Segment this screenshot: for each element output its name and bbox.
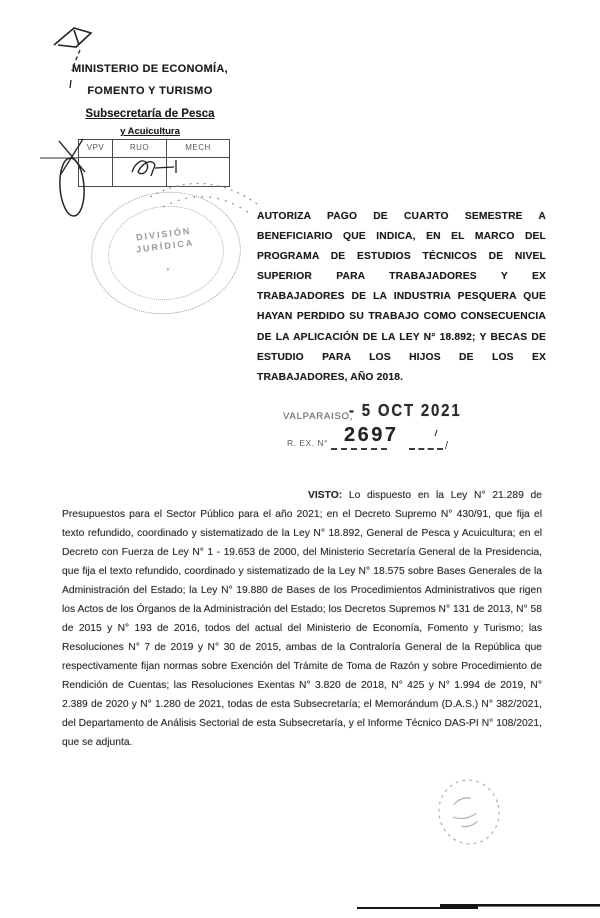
ministry-name-line2: FOMENTO Y TURISMO: [87, 85, 213, 97]
resolution-number-underline-2: [409, 434, 443, 450]
approval-signature-cell: [167, 158, 229, 186]
approval-initials-cell: MECH: [167, 140, 229, 158]
resolution-subject-title: AUTORIZA PAGO DE CUARTO SEMESTRE A BENEFICIARIO QUE INDICA, EN EL MARCO DEL PROGRAMA DE ESTUDIOS TÉCNICOS DE NIVEL SUPERIOR PARA TRABAJADORES Y EX TRABAJADORES DE LA INDUSTRIA PESQUERA QUE HAYAN PERDIDO SU TRABAJO COMO CONSECUENCIA DE LA APLICACIÓN DE LA LEY N° 18.892; Y BECAS DE ESTUDIO PARA LOS HIJOS DE LOS EX TRABAJADORES, AÑO 2018.: [257, 211, 546, 383]
letterhead: [58, 63, 242, 137]
stamp-text-line2: JURÍDICA: [135, 237, 195, 255]
place-label: VALPARAISO,: [283, 411, 354, 422]
stamp-text-line1: DIVISIÓN: [135, 225, 192, 243]
visto-paragraph: [62, 486, 542, 752]
ministry-name-line1: MINISTERIO DE ECONOMÍA,: [71, 63, 229, 75]
approval-signature-cell: [79, 158, 113, 186]
division-juridica-stamp: [84, 183, 248, 322]
subsecretaria-line1: Subsecretaría de Pesca: [85, 108, 215, 120]
visto-text: Lo dispuesto en la Ley N° 21.289 de Presupuestos para el Sector Público para el año 2021; en el Decreto Supremo N° 430/91, que fija el texto refundido, coordinado y sistematizado de la Ley N° 18.892, General de Pesca y Acuicultura; en el Decreto con Fuerza de Ley N° 1 - 19.653 de 2000, del Ministerio Secretaría General de la Presidencia, que fija el texto refundido, coordinado y sistematizado de la Ley N° 18.575 sobre Bases Generales de la Administración del Estado; la Ley N° 19.880 de Bases de los Procedimientos Administrativos que rigen los Actos de los Órganos de la Administración del Estado; los Decretos Supremos N° 131 de 2013, N° 58 de 2015 y N° 193 de 2016, todos del actual del Ministerio de Economía, Fomento y Turismo; las Resoluciones N° 7 de 2019 y N° 30 de 2015, ambas de la Contraloría General de la República que respectivamente fijan normas sobre Exención del Trámite de Toma de Razón y sobre Procedimiento de Rendición de Cuentas; las Resoluciones Exentas N° 3.820 de 2018, N° 425 y N° 1.994 de 2019, N° 2.389 de 2020 y N° 1.280 de 2021, todas de esta Subsecretaría; el Memorándum (D.A.S.) N° 382/2021, del Departamento de Análisis Sectorial de esta Subsecretaría, y el Informe Técnico DAS-PI N° 108/2021, que se adjunta.: [62, 490, 542, 748]
subsecretaria-line2: y Acuicultura: [120, 126, 180, 137]
approval-initials-table: [78, 139, 230, 187]
visto-label: VISTO:: [308, 490, 343, 501]
resolution-number-stamp: 2697: [344, 424, 399, 446]
resolution-number-label: R. EX. N°: [287, 438, 328, 448]
faint-round-stamp: [432, 774, 506, 851]
resolution-number-suffix: /: [445, 440, 449, 452]
scan-edge-line: [357, 904, 600, 909]
stamp-star-icon: *: [165, 265, 171, 277]
approval-initials-cell: VPV: [79, 140, 113, 158]
date-stamp: - 5 OCT 2021: [349, 400, 462, 421]
approval-initials-cell: RUO: [113, 140, 167, 158]
approval-signature-cell: [113, 158, 167, 186]
